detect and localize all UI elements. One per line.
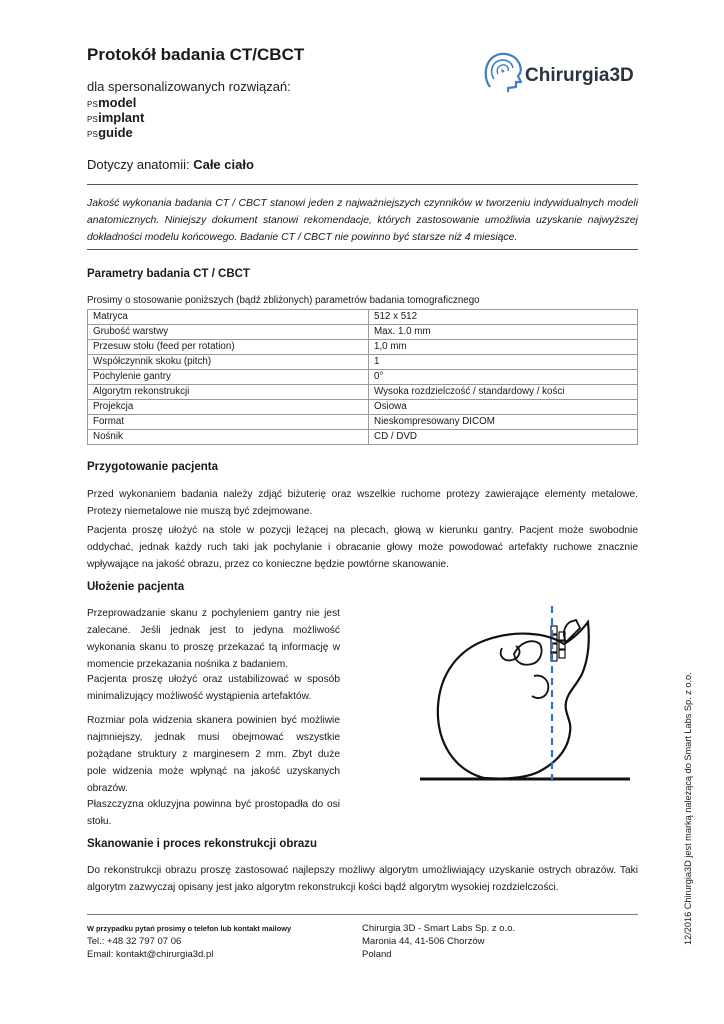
- param-value: 512 x 512: [369, 310, 638, 325]
- footer-divider: [87, 914, 638, 915]
- contact-heading: W przypadku pytań prosimy o telefon lub kontakt mailowy: [87, 924, 292, 933]
- skull-illustration: [414, 602, 636, 788]
- positioning-heading: Ułożenie pacjenta: [87, 581, 185, 593]
- product-prefix: PS: [87, 130, 99, 139]
- logo-text: Chirurgia3D: [525, 65, 634, 86]
- param-value: 1: [369, 355, 638, 370]
- divider: [87, 184, 638, 185]
- params-row: [88, 355, 638, 370]
- params-row: [88, 415, 638, 430]
- skull-outline: [438, 622, 589, 779]
- prep-paragraph-1: Przed wykonaniem badania należy zdjąć biżuterię oraz wszelkie ruchome protezy zawierające elementy metalowe. Protezy niemetalowe nie muszą być zdejmowane.: [87, 489, 638, 517]
- params-row: [88, 340, 638, 355]
- params-row: [88, 400, 638, 415]
- param-name: Format: [88, 415, 369, 430]
- positioning-paragraph-2: Pacjenta proszę ułożyć oraz ustabilizować w sposób minimalizujący możliwość wystąpienia artefaktów.: [87, 674, 340, 702]
- product-name: guide: [98, 125, 133, 140]
- prep-paragraph-2: Pacjenta proszę ułożyć na stole w pozycji leżącej na plecach, głową w kierunku gantry. Pacjent może swobodnie oddychać, jednak każdy ruch taki jak pochylanie i obracanie głowy może powodować artefakty ruchowe znacznie wpływające na jakość obrazu, przez co konieczne będzie powtórne skanowanie.: [87, 525, 638, 570]
- param-name: Grubość warstwy: [88, 325, 369, 340]
- param-value: 1,0 mm: [369, 340, 638, 355]
- product-implant: [87, 110, 144, 125]
- intro-text: Jakość wykonania badania CT / CBCT stanowi jeden z najważniejszych czynników w tworzeniu indywidualnych modeli anatomicznych. Niniejszy dokument stanowi rekomendacje, których zastosowanie umożliwia uzyskanie najwyższej dokładności modelu końcowego. Badanie CT / CBCT nie powinno być starsze niż 4 miesiące.: [87, 198, 638, 243]
- prep-heading: Przygotowanie pacjenta: [87, 461, 219, 473]
- product-name: implant: [98, 110, 145, 125]
- param-value: Max. 1.0 mm: [369, 325, 638, 340]
- params-row: [88, 370, 638, 385]
- param-name: Projekcja: [88, 400, 369, 415]
- product-name: model: [98, 95, 137, 110]
- product-prefix: PS: [87, 115, 99, 124]
- contact-email[interactable]: Email: kontakt@chirurgia3d.pl: [87, 949, 214, 960]
- param-value: Wysoka rozdzielczość / standardowy / kości: [369, 385, 638, 400]
- company-country: Poland: [362, 949, 392, 960]
- divider: [87, 249, 638, 250]
- param-value: Osiowa: [369, 400, 638, 415]
- skull-orbit: [514, 641, 542, 664]
- skull-cheek: [532, 676, 548, 698]
- anatomy-label: Dotyczy anatomii:: [87, 157, 194, 172]
- positioning-paragraph-1: Przeprowadzanie skanu z pochyleniem gantry nie jest zalecane. Jeśli jednak jest to jedyna możliwość wykonania skanu to proszę przekazać tą informację w momencie przekazania nośnika z badaniem.: [87, 608, 340, 670]
- param-value: Nieskompresowany DICOM: [369, 415, 638, 430]
- param-name: Nośnik: [88, 430, 369, 445]
- footer-address: [362, 922, 515, 961]
- param-name: Algorytm rekonstrukcji: [88, 385, 369, 400]
- side-note: 12/2016 Chirurgia3D jest marką należącą do Smart Labs Sp. z o.o.: [683, 672, 693, 945]
- product-guide: [87, 125, 133, 140]
- subtitle: dla spersonalizowanych rozwiązań:: [87, 79, 291, 94]
- positioning-paragraph-3: Rozmiar pola widzenia skanera powinien być możliwie najmniejszy, jednak musi obejmować wszystkie pożądane struktury z marginesem 2 mm. Zbyt duże pole widzenia może wpłynąć na jakość uzyskanych obrazów.: [87, 715, 340, 794]
- page-title: Protokół badania CT/CBCT: [87, 45, 305, 64]
- footer-contact: [87, 922, 291, 961]
- head-logo-icon: [480, 49, 526, 95]
- param-name: Matryca: [88, 310, 369, 325]
- recon-paragraph-1: Do rekonstrukcji obrazu proszę zastosować najlepszy możliwy algorytm umożliwiający uzyskanie ostrych obrazów. Taki algorytm zazwyczaj opisany jest jako algorytm rekonstrukcji kości bądź algorytm wysokiej rozdzielczości.: [87, 865, 638, 893]
- tooth: [559, 650, 565, 658]
- contact-phone[interactable]: Tel.: +48 32 797 07 06: [87, 936, 182, 947]
- params-heading: Parametry badania CT / CBCT: [87, 268, 250, 280]
- params-row: [88, 430, 638, 445]
- param-name: Przesuw stołu (feed per rotation): [88, 340, 369, 355]
- anatomy-line: [87, 157, 254, 172]
- param-name: Współczynnik skoku (pitch): [88, 355, 369, 370]
- params-table: [87, 309, 638, 445]
- recon-heading: Skanowanie i proces rekonstrukcji obrazu: [87, 838, 318, 850]
- params-intro: Prosimy o stosowanie poniższych (bądź zbliżonych) parametrów badania tomograficznego: [87, 295, 480, 306]
- params-row: [88, 385, 638, 400]
- param-name: Pochylenie gantry: [88, 370, 369, 385]
- company-name: Chirurgia 3D - Smart Labs Sp. z o.o.: [362, 923, 516, 934]
- param-value: CD / DVD: [369, 430, 638, 445]
- params-row: [88, 310, 638, 325]
- anatomy-value: Całe ciało: [193, 157, 254, 172]
- param-value: 0°: [369, 370, 638, 385]
- positioning-paragraph-4: Płaszczyzna okluzyjna powinna być prostopadła do osi stołu.: [87, 799, 340, 827]
- params-row: [88, 325, 638, 340]
- product-model: [87, 95, 136, 110]
- product-prefix: PS: [87, 100, 99, 109]
- company-street: Maronia 44, 41-506 Chorzów: [362, 936, 485, 947]
